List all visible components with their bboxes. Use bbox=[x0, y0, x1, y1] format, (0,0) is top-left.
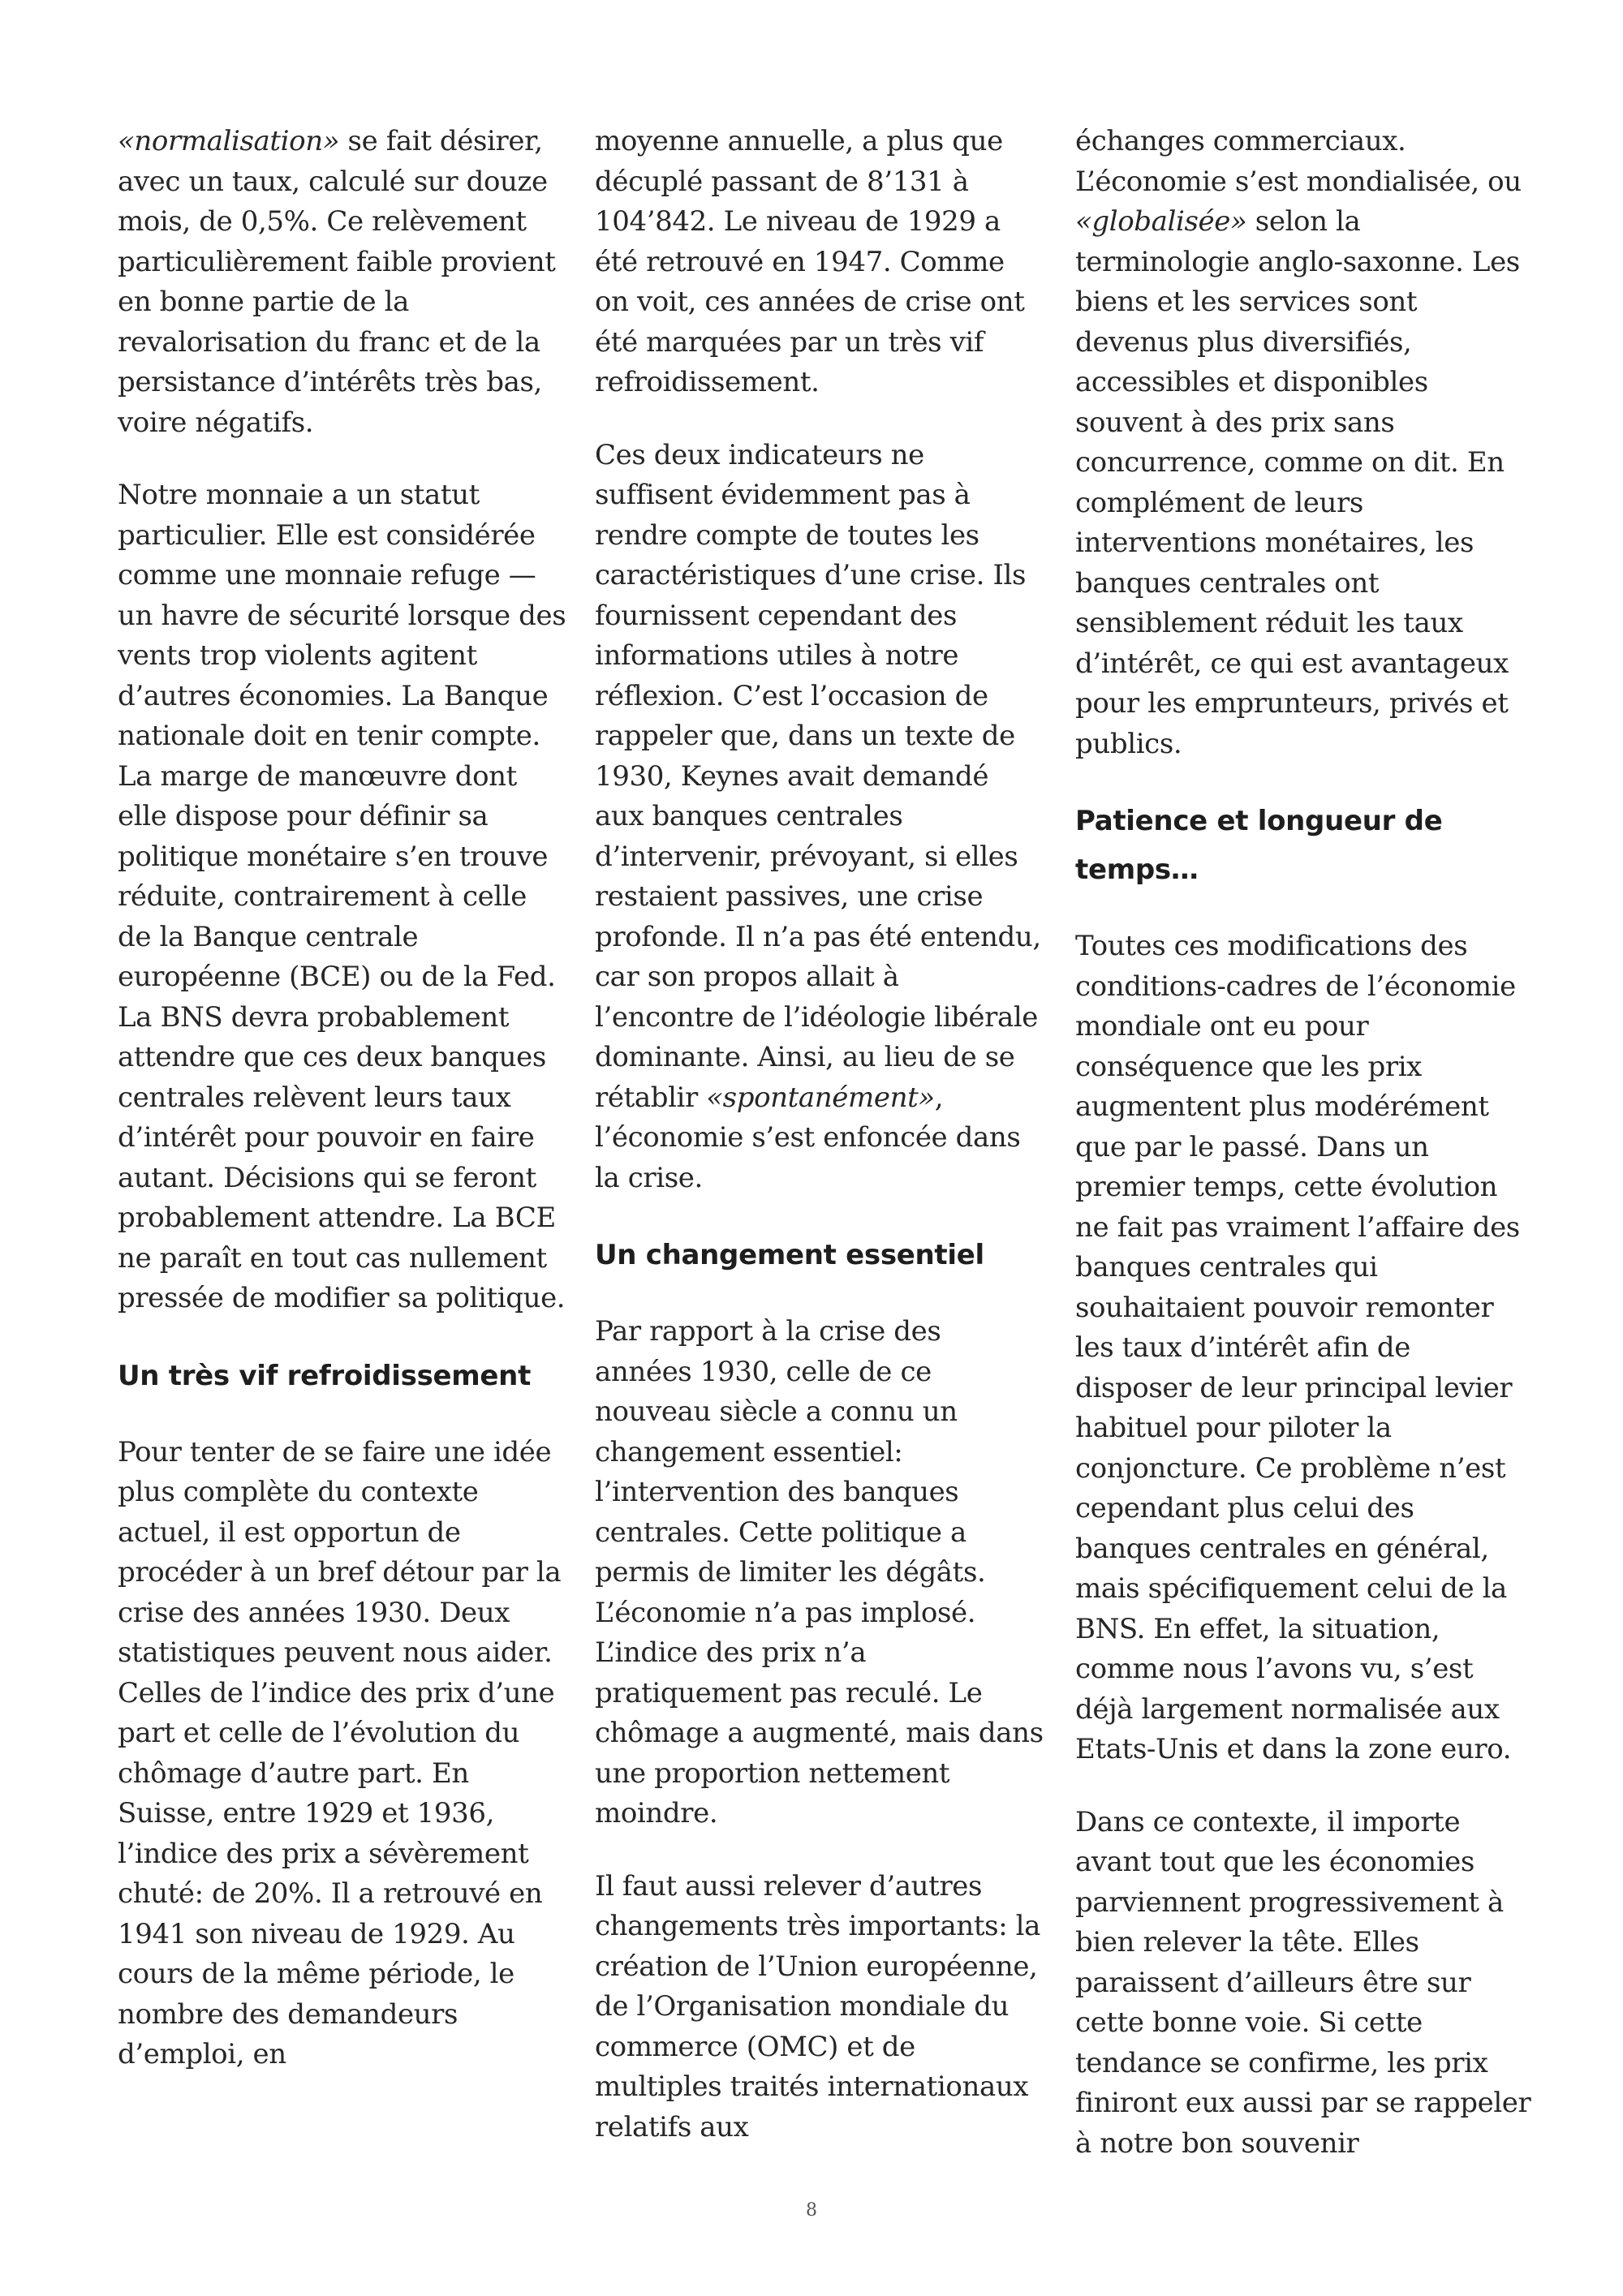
paragraph: Dans ce contexte, il importe avant tout que les économies parviennent progressivement à bien relever la tête. Elles paraissent d’ailleurs être sur cette bonne voie. Si cette tendance se confirme, les prix finiront eux aussi par se rappeler à notre bon souvenir bbox=[1075, 1805, 1531, 2160]
paragraph: Par rapport à la crise des années 1930, celle de ce nouveau siècle a connu un changement essentiel: l’intervention des banques centrales. Cette politique a permis de limiter les dégâts. L’économie n’a pas implosé. L’indice des prix n’a pratiquement pas reculé. Le chômage a augmenté, mais dans une proportion nettement moindre. bbox=[595, 1315, 1044, 1829]
section-heading: Patience et longueur de temps… bbox=[1075, 805, 1443, 886]
paragraph bbox=[118, 122, 568, 443]
paragraph-text: , l’économie s’est enfoncée dans la crise. bbox=[595, 1081, 1021, 1194]
paragraph: Pour tenter de se faire une idée plus complète du contexte actuel, il est opportun de procéder à un bref détour par la crise des années 1930. Deux statistiques peuvent nous aider. Celles de l’indice des prix d’une part et celle de l’évolution du chômage d’autre part. En Suisse, entre 1929 et 1936, l’indice des prix a sévèrement chuté: de 20%. Il a retrouvé en 1941 son niveau de 1929. Au cours de la même période, le nombre des demandeurs d’emploi, en bbox=[118, 1435, 562, 2070]
italic-quote: «spontanément» bbox=[706, 1081, 935, 1114]
paragraph: Notre monnaie a un statut particulier. Elle est considérée comme une monnaie refuge — un havre de sécurité lorsque des vents trop violents agitent d’autres économies. La Banque nationale doit en tenir compte. La marge de manœuvre dont elle dispose pour définir sa politique monétaire s’en trouve réduite, contrairement à celle de la Banque centrale européenne (BCE) ou de la Fed. La BNS devra probablement attendre que ces deux banques centrales relèvent leurs taux d’intérêt pour pouvoir en faire autant. Décisions qui se feront probablement attendre. La BCE ne paraît en tout cas nullement pressée de modifier sa politique. bbox=[118, 479, 566, 1314]
paragraph-text: Ces deux indicateurs ne suffisent évidemment pas à rendre compte de toutes les caractéristiques d’une crise. Ils fournissent cependant des informations utiles à notre réflexion. C’est l’occasion de rappeler que, dans un texte de 1930, Keynes avait demandé aux banques centrales d’intervenir, prévoyant, si elles restaient passives, une crise profonde. Il n’a pas été entendu, car son propos allait à l’encontre de l’idéologie libérale dominante. Ainsi, au lieu de se rétablir bbox=[595, 438, 1041, 1114]
text-column-2 bbox=[595, 122, 1045, 2180]
paragraph-text: se fait désirer, avec un taux, calculé sur douze mois, de 0,5%. Ce relèvement particulièrement faible provient en bonne partie de la revalorisation du franc et de la persistance d’intérêts très bas, voire négatifs. bbox=[118, 125, 556, 439]
italic-quote: «normalisation» bbox=[118, 125, 340, 157]
paragraph-text: selon la terminologie anglo-saxonne. Les biens et les services sont devenus plus diversifiés, accessibles et disponibles souvent à des prix sans concurrence, comme on dit. En complément de leurs interventions monétaires, les banques centrales ont sensiblement réduit les taux d’intérêt, ce qui est avantageux pour les emprunteurs, privés et publics. bbox=[1075, 205, 1520, 760]
italic-quote: «globalisée» bbox=[1075, 205, 1247, 238]
paragraph: moyenne annuelle, a plus que décuplé passant de 8’131 à 104’842. Le niveau de 1929 a été retrouvé en 1947. Comme on voit, ces années de crise ont été marquées par un très vif refroidissement. bbox=[595, 125, 1025, 398]
paragraph: Il faut aussi relever d’autres changements très importants: la création de l’Union européenne, de l’Organisation mondiale du commerce (OMC) et de multiples traités internationaux relatifs aux bbox=[595, 1869, 1041, 2143]
text-column-3 bbox=[1075, 122, 1534, 2196]
section-heading: Un changement essentiel bbox=[595, 1239, 984, 1271]
text-column-1 bbox=[118, 122, 568, 2108]
page-number: 8 bbox=[806, 2200, 817, 2221]
paragraph-text: échanges commerciaux. L’économie s’est mondialisée, ou bbox=[1075, 125, 1522, 198]
paragraph: Toutes ces modifications des conditions-cadres de l’économie mondiale ont eu pour conséquence que les prix augmentent plus modérément que par le passé. Dans un premier temps, cette évolution ne fait pas vraiment l’affaire des banques centrales qui souhaitaient pouvoir remonter les taux d’intérêt afin de disposer de leur principal levier habituel pour piloter la conjoncture. Ce problème n’est cependant plus celui des banques centrales en général, mais spécifiquement celui de la BNS. En effet, la situation, comme nous l’avons vu, s’est déjà largement normalisée aux Etats-Unis et dans la zone euro. bbox=[1075, 930, 1520, 1765]
paragraph bbox=[595, 436, 1045, 1199]
section-heading: Un très vif refroidissement bbox=[118, 1359, 532, 1392]
paragraph bbox=[1075, 122, 1534, 764]
